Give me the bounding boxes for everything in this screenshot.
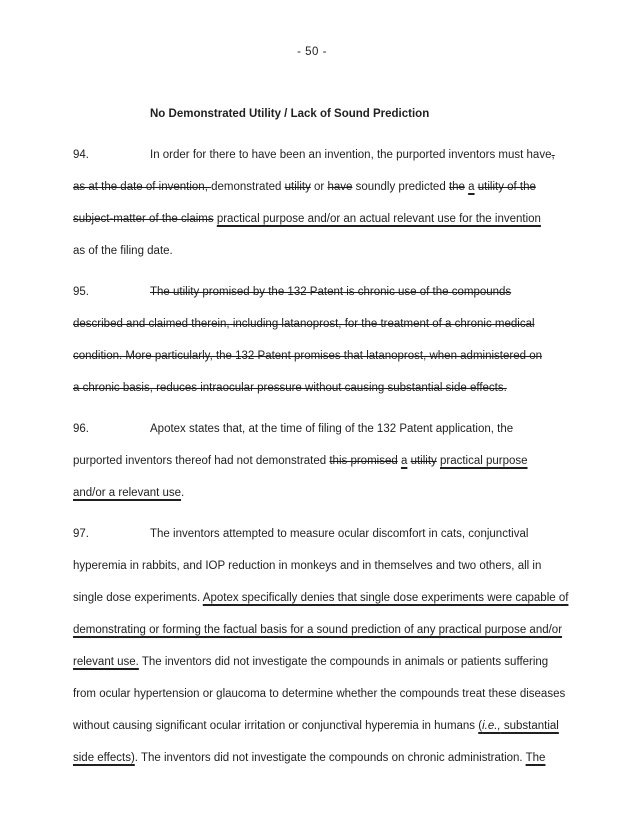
text-run: described and claimed therein, including latanoprost, for the treatment of a chronic medical (73, 318, 535, 330)
text-run: The utility promised by the 132 Patent is chronic use of the compounds (150, 286, 512, 298)
text-run: purported inventors thereof had not demonstrated (73, 455, 330, 467)
text-run: side effects) (73, 752, 135, 764)
text-run: The inventors attempted to measure ocular discomfort in cats, conjunctival (150, 528, 529, 540)
text-run: a chronic basis, reduces intraocular pressure without causing substantial side effects. (73, 382, 507, 394)
paragraph-number: 96. (73, 423, 89, 435)
text-run: a (468, 181, 475, 193)
text-run: the (448, 181, 465, 193)
text-run: relevant use. (73, 656, 139, 668)
text-run: Apotex states that, at the time of filing of the 132 Patent application, the (150, 423, 514, 435)
text-line (73, 678, 573, 710)
text-run: demonstrating or forming the factual basis for a sound prediction of any practical purpose and/or (73, 624, 563, 636)
text-line (73, 340, 573, 372)
text-run: practical purpose and/or an actual relevant use for the invention (216, 213, 541, 225)
text-line (73, 413, 573, 445)
text-line (73, 171, 573, 203)
text-run: demonstrated (211, 181, 285, 193)
text-run: hyperemia in rabbits, and IOP reduction in monkeys and in themselves and two others, all in (73, 560, 542, 572)
text-run: i.e., (482, 720, 501, 732)
text-line (73, 308, 573, 340)
text-line (73, 582, 573, 614)
text-run: have (327, 181, 353, 193)
text-run: , (551, 149, 555, 161)
text-line (73, 372, 573, 404)
text-run: ( (478, 720, 483, 732)
text-run: as of the filing date. (73, 245, 173, 257)
paragraph-number: 95. (73, 286, 89, 298)
text-run: as at the date of invention, (73, 181, 212, 193)
section-heading: No Demonstrated Utility / Lack of Sound Prediction (150, 108, 430, 120)
paragraph-number: 97. (73, 528, 89, 540)
paragraph-96 (73, 413, 573, 509)
text-run: Apotex specifically denies that single dose experiments were capable of (202, 592, 569, 604)
text-run: The (525, 752, 546, 764)
text-line (73, 235, 573, 267)
text-line (73, 614, 573, 646)
text-run: condition. More particularly, the 132 Patent promises that latanoprost, when administered on (73, 350, 542, 362)
text-run: subject-matter of the claims (73, 213, 214, 225)
text-run: single dose experiments. (73, 592, 203, 604)
text-run: The inventors did not investigate the compounds in animals or patients suffering (138, 656, 549, 668)
text-run: from ocular hypertension or glaucoma to determine whether the compounds treat these diseases (73, 688, 566, 700)
paragraph-94 (73, 139, 573, 267)
text-run: In order for there to have been an invention, the purported inventors must have (150, 149, 552, 161)
text-run: utility of the (477, 181, 536, 193)
paragraph-97 (73, 518, 573, 774)
text-run: or (310, 181, 328, 193)
paragraphs (73, 139, 573, 783)
text-line (73, 518, 573, 550)
text-run: without causing significant ocular irritation or conjunctival hyperemia in humans (73, 720, 479, 732)
text-run: utility (284, 181, 311, 193)
text-run: a (400, 455, 408, 467)
paragraph-95 (73, 276, 573, 404)
text-line (73, 710, 573, 742)
text-run: . The inventors did not investigate the compounds on chronic administration. (134, 752, 526, 764)
text-line (73, 477, 573, 509)
text-run: utility (410, 455, 437, 467)
text-run: and/or a relevant use (73, 487, 182, 499)
page-number: - 50 - (297, 46, 327, 58)
text-line (73, 203, 573, 235)
text-line (73, 139, 573, 171)
text-run: . (181, 487, 185, 499)
text-line (73, 445, 573, 477)
text-line (73, 742, 573, 774)
text-line (73, 550, 573, 582)
text-line (73, 646, 573, 678)
text-run: soundly predicted (352, 181, 449, 193)
text-line (73, 276, 573, 308)
paragraph-number: 94. (73, 149, 89, 161)
text-run: practical purpose (439, 455, 528, 467)
text-run: this promised (329, 455, 398, 467)
text-run: substantial (500, 720, 559, 732)
